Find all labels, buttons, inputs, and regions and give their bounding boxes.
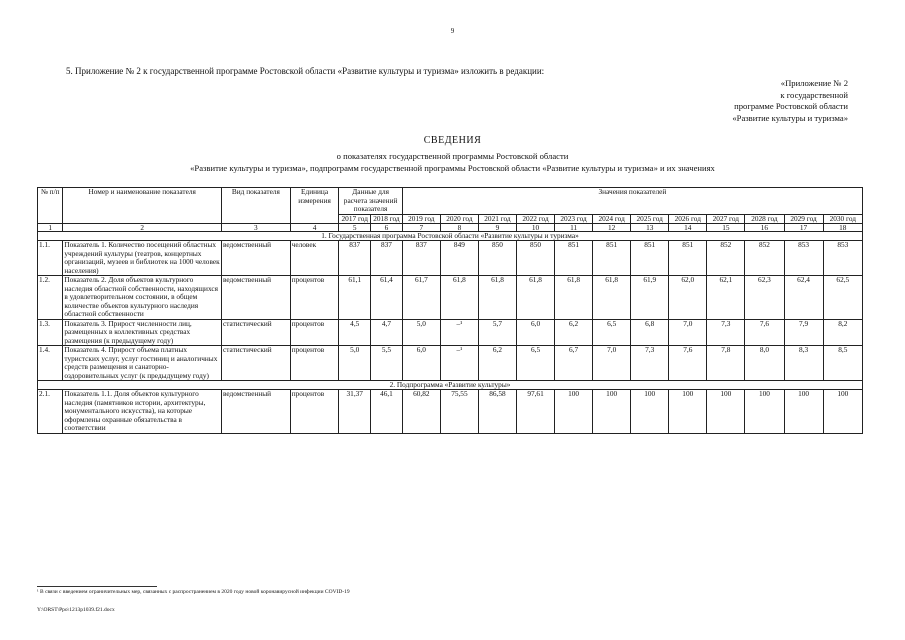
indicator-value: 7,0 — [669, 319, 707, 346]
indicator-value: 837 — [371, 241, 403, 276]
indicator-value: 97,61 — [517, 390, 555, 434]
column-number: 6 — [371, 224, 403, 232]
indicator-value: 851 — [631, 241, 669, 276]
header-year: 2018 год — [371, 214, 403, 224]
indicator-value: 46,1 — [371, 390, 403, 434]
page-number: 9 — [450, 27, 455, 35]
indicator-name: Показатель 4. Прирост объема платных туристских услуг, услуг гостиниц и аналогичных средств размещения и санаторно-оздоровительных услуг (к предыдущему году) — [63, 346, 222, 381]
column-number: 17 — [784, 224, 823, 232]
document-title: СВЕДЕНИЯ — [423, 135, 482, 146]
column-number: 11 — [555, 224, 593, 232]
column-number: 12 — [593, 224, 631, 232]
indicator-unit: процентов — [290, 319, 339, 346]
file-path: Y:\ORST\Ppo\1213p1039.f21.docx — [37, 607, 115, 613]
column-number: 9 — [478, 224, 516, 232]
subtitle-line-1: о показателях государственной программы Ростовской области — [336, 151, 569, 161]
indicator-type: ведомственный — [222, 276, 291, 320]
indicator-value: 5,7 — [478, 319, 516, 346]
column-number: 1 — [38, 224, 63, 232]
indicator-value: 4,7 — [371, 319, 403, 346]
appendix-line-3: программе Ростовской области — [734, 101, 848, 111]
indicator-value: 61,8 — [593, 276, 631, 320]
indicator-type: статистический — [222, 346, 291, 381]
indicator-value: 61,8 — [555, 276, 593, 320]
table-body — [38, 232, 863, 434]
section-title: 2. Подпрограмма «Развитие культуры» — [38, 381, 863, 390]
indicator-value: 7,0 — [593, 346, 631, 381]
indicator-value: 100 — [823, 390, 862, 434]
indicator-unit: процентов — [290, 390, 339, 434]
row-number: 1.1. — [38, 241, 63, 276]
column-number: 8 — [440, 224, 478, 232]
footnote: ¹ В связи с введением ограничительных мер, связанных с распространением в 2020 году новой коронавирусной инфекции COVID-19 — [37, 589, 350, 595]
indicator-value: 852 — [707, 241, 745, 276]
indicator-value: 86,58 — [478, 390, 516, 434]
indicator-value: 6,0 — [517, 319, 555, 346]
indicator-value: 8,3 — [784, 346, 823, 381]
indicator-value: 61,8 — [440, 276, 478, 320]
table-row — [38, 319, 863, 346]
indicator-value: 6,8 — [631, 319, 669, 346]
indicator-value: 62,3 — [745, 276, 784, 320]
indicator-value: 100 — [631, 390, 669, 434]
column-number: 5 — [339, 224, 371, 232]
indicator-value: 851 — [669, 241, 707, 276]
column-number: 16 — [745, 224, 784, 232]
indicator-value: 31,37 — [339, 390, 371, 434]
row-number: 1.3. — [38, 319, 63, 346]
header-year: 2024 год — [593, 214, 631, 224]
indicator-value: 5,0 — [402, 319, 440, 346]
indicator-type: ведомственный — [222, 241, 291, 276]
header-year: 2017 год — [339, 214, 371, 224]
column-number: 15 — [707, 224, 745, 232]
column-number: 4 — [290, 224, 339, 232]
indicator-value: 850 — [478, 241, 516, 276]
indicator-value: 6,2 — [478, 346, 516, 381]
column-number: 3 — [222, 224, 291, 232]
header-year: 2021 год — [478, 214, 516, 224]
indicator-value: 62,4 — [784, 276, 823, 320]
appendix-line-2: к государственной — [780, 89, 848, 100]
indicator-value: –¹ — [440, 319, 478, 346]
indicator-value: 6,5 — [517, 346, 555, 381]
indicator-value: 61,4 — [371, 276, 403, 320]
header-year: 2020 год — [440, 214, 478, 224]
indicator-value: 8,5 — [823, 346, 862, 381]
column-number: 10 — [517, 224, 555, 232]
indicator-unit: человек — [290, 241, 339, 276]
indicator-unit: процентов — [290, 276, 339, 320]
appendix-line-1: «Приложение № 2 — [780, 78, 848, 88]
indicator-value: 6,5 — [593, 319, 631, 346]
indicator-value: 7,9 — [784, 319, 823, 346]
indicator-value: 853 — [823, 241, 862, 276]
header-unit: Единица измерения — [290, 188, 339, 224]
table-row — [38, 390, 863, 434]
indicator-value: 7,3 — [631, 346, 669, 381]
indicator-value: 851 — [555, 241, 593, 276]
header-year: 2026 год — [669, 214, 707, 224]
header-year: 2025 год — [631, 214, 669, 224]
indicator-type: ведомственный — [222, 390, 291, 434]
indicator-value: 851 — [593, 241, 631, 276]
header-name: Номер и наименование показателя — [63, 188, 222, 224]
column-number: 2 — [63, 224, 222, 232]
column-numbers-row — [38, 224, 863, 232]
indicator-value: 5,5 — [371, 346, 403, 381]
indicator-value: 62,1 — [707, 276, 745, 320]
header-year: 2030 год — [823, 214, 862, 224]
indicator-value: 837 — [339, 241, 371, 276]
section-row — [38, 381, 863, 390]
header-type: Вид показателя — [222, 188, 291, 224]
indicator-value: 62,5 — [823, 276, 862, 320]
indicator-value: 100 — [784, 390, 823, 434]
section-title: 1. Государственная программа Ростовской области «Развитие культуры и туризма» — [38, 232, 863, 241]
appendix-line-4: «Развитие культуры и туризма» — [732, 112, 848, 123]
indicator-value: 60,82 — [402, 390, 440, 434]
indicator-value: 7,8 — [707, 346, 745, 381]
header-year: 2027 год — [707, 214, 745, 224]
header-year: 2019 год — [402, 214, 440, 224]
indicator-value: 7,6 — [669, 346, 707, 381]
indicator-value: 100 — [593, 390, 631, 434]
indicators-table — [37, 187, 863, 434]
intro-paragraph: 5. Приложение № 2 к государственной программе Ростовской области «Развитие культуры и туризма» изложить в редакции: — [66, 66, 545, 76]
indicator-value: 6,7 — [555, 346, 593, 381]
row-number: 1.4. — [38, 346, 63, 381]
indicator-unit: процентов — [290, 346, 339, 381]
indicator-value: –¹ — [440, 346, 478, 381]
indicator-value: 62,0 — [669, 276, 707, 320]
header-year: 2022 год — [517, 214, 555, 224]
indicator-value: 61,1 — [339, 276, 371, 320]
indicator-name: Показатель 2. Доля объектов культурного наследия областной собственности, находящихся в удовлетворительном состоянии, в общем количестве объектов культурного наследия областной собственности — [63, 276, 222, 320]
header-num: № п/п — [38, 188, 63, 224]
indicator-value: 6,0 — [402, 346, 440, 381]
indicator-value: 850 — [517, 241, 555, 276]
table-row — [38, 241, 863, 276]
indicator-value: 849 — [440, 241, 478, 276]
indicator-value: 6,2 — [555, 319, 593, 346]
indicator-name: Показатель 1. Количество посещений областных учреждений культуры (театров, концертных организаций, музеев и библиотек на 1000 человек населения) — [64, 240, 220, 275]
indicator-value: 5,0 — [339, 346, 371, 381]
indicator-name: Показатель 1.1. Доля объектов культурного наследия (памятников истории, архитектуры, монументального искусства), на которые оформлены охранные обязательства в соответствии — [63, 390, 222, 434]
indicator-value: 8,2 — [823, 319, 862, 346]
indicator-value: 852 — [745, 241, 784, 276]
row-number: 2.1. — [38, 390, 63, 434]
indicator-value: 100 — [707, 390, 745, 434]
table-row — [38, 346, 863, 381]
indicator-value: 837 — [402, 241, 440, 276]
column-number: 18 — [823, 224, 862, 232]
column-number: 7 — [402, 224, 440, 232]
header-year: 2023 год — [555, 214, 593, 224]
column-number: 13 — [631, 224, 669, 232]
indicator-value: 8,0 — [745, 346, 784, 381]
header-year: 2028 год — [745, 214, 784, 224]
indicator-value: 61,8 — [478, 276, 516, 320]
indicator-value: 7,6 — [745, 319, 784, 346]
column-number: 14 — [669, 224, 707, 232]
indicator-value: 61,9 — [631, 276, 669, 320]
subtitle-line-2: «Развитие культуры и туризма», подпрограмм государственной программы Ростовской области «Развитие культуры и туризма» и их значениях — [190, 162, 715, 173]
indicator-value: 100 — [555, 390, 593, 434]
indicator-value: 4,5 — [339, 319, 371, 346]
appendix-header — [732, 78, 848, 124]
indicator-type: статистический — [222, 319, 291, 346]
indicator-value: 75,55 — [440, 390, 478, 434]
indicator-value: 7,3 — [707, 319, 745, 346]
table-row — [38, 276, 863, 320]
indicator-value: 100 — [669, 390, 707, 434]
indicator-value: 61,8 — [517, 276, 555, 320]
indicator-value: 61,7 — [402, 276, 440, 320]
indicator-name: Показатель 3. Прирост численности лиц, размещенных в коллективных средствах размещения (к предыдущему году) — [63, 319, 222, 346]
header-values: Значения показателей — [402, 188, 862, 215]
document-subtitle — [0, 151, 905, 174]
section-row — [38, 232, 863, 241]
indicator-value: 100 — [745, 390, 784, 434]
footnote-divider — [37, 586, 157, 587]
header-year: 2029 год — [784, 214, 823, 224]
indicator-value: 853 — [784, 241, 823, 276]
header-base-data: Данные для расчета значений показателя — [339, 188, 402, 215]
row-number: 1.2. — [38, 276, 63, 320]
